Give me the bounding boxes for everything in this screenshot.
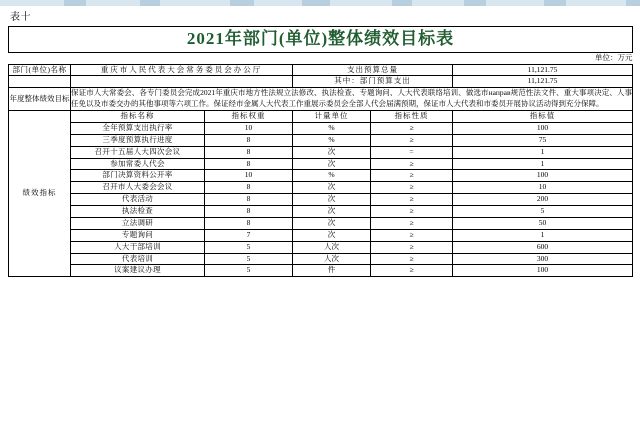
indicator-unit: % bbox=[293, 134, 371, 146]
header-indicator-direction: 指标性质 bbox=[371, 111, 453, 123]
indicator-value: 1 bbox=[453, 158, 633, 170]
indicator-name: 召开十五届人大四次会议 bbox=[71, 146, 205, 158]
dept-name-label: 部门(单位)名称 bbox=[9, 64, 71, 76]
indicator-weight: 10 bbox=[205, 122, 293, 134]
table-row bbox=[9, 122, 633, 134]
indicator-weight: 8 bbox=[205, 134, 293, 146]
indicator-unit: 次 bbox=[293, 146, 371, 158]
indicator-weight: 5 bbox=[205, 241, 293, 253]
indicator-unit: 次 bbox=[293, 206, 371, 218]
indicator-direction: ≥ bbox=[371, 229, 453, 241]
indicator-weight: 8 bbox=[205, 146, 293, 158]
indicator-name: 代表培训 bbox=[71, 253, 205, 265]
indicator-weight: 8 bbox=[205, 194, 293, 206]
indicator-name: 三季度预算执行进度 bbox=[71, 134, 205, 146]
indicator-value: 100 bbox=[453, 122, 633, 134]
total-expend-label: 支出预算总量 bbox=[293, 64, 453, 76]
table-row bbox=[9, 158, 633, 170]
indicator-name: 召开市人大委会会议 bbox=[71, 182, 205, 194]
indicator-unit: 次 bbox=[293, 217, 371, 229]
indicator-direction: = bbox=[371, 146, 453, 158]
indicator-direction: ≥ bbox=[371, 206, 453, 218]
indicator-direction: ≥ bbox=[371, 122, 453, 134]
annual-goal-label: 年度整体绩效目标 bbox=[9, 88, 71, 111]
table-row bbox=[9, 170, 633, 182]
indicator-name: 代表活动 bbox=[71, 194, 205, 206]
unit-note: 单位：万元 bbox=[595, 52, 633, 62]
indicator-unit: 人次 bbox=[293, 241, 371, 253]
indicator-direction: ≥ bbox=[371, 253, 453, 265]
performance-goal-table bbox=[8, 26, 633, 277]
indicator-name: 执法检查 bbox=[71, 206, 205, 218]
indicator-direction: ≥ bbox=[371, 194, 453, 206]
indicator-value: 10 bbox=[453, 182, 633, 194]
annual-goal-text: 保证市人大常委会、各专门委员会完成2021年重庆市地方性法规立法修改、执法检查、专题询问、人大代表联络培训、做选市направ规范性法文件、重大事项决定、人事任免以及市委交办的其他事项等六项工作。保证经市金属人大代表工作重展示委员会全部人代会届满预期，保证市人大代表和市委员开展协议活动得到充分保障。 bbox=[71, 88, 633, 111]
indicator-value: 300 bbox=[453, 253, 633, 265]
indicator-name: 人大干部培训 bbox=[71, 241, 205, 253]
table-row bbox=[9, 194, 633, 206]
indicator-value: 1 bbox=[453, 146, 633, 158]
indicator-value: 600 bbox=[453, 241, 633, 253]
indicator-unit: % bbox=[293, 170, 371, 182]
indicator-direction: ≥ bbox=[371, 217, 453, 229]
indicator-name: 专题询问 bbox=[71, 229, 205, 241]
table-row bbox=[9, 182, 633, 194]
dept-name-value-spacer bbox=[71, 76, 293, 88]
indicator-unit: 次 bbox=[293, 229, 371, 241]
table-row bbox=[9, 241, 633, 253]
indicator-weight: 8 bbox=[205, 182, 293, 194]
indicator-section-label: 绩效指标 bbox=[9, 111, 71, 277]
indicator-name: 立法调研 bbox=[71, 217, 205, 229]
indicator-unit: 次 bbox=[293, 182, 371, 194]
indicator-unit: 件 bbox=[293, 265, 371, 277]
indicator-direction: ≥ bbox=[371, 182, 453, 194]
indicator-direction: ≥ bbox=[371, 265, 453, 277]
indicator-value: 5 bbox=[453, 206, 633, 218]
of-which-value: 11,121.75 bbox=[453, 76, 633, 88]
dept-name-value: 重庆市人民代表大会常务委员会办公厅 bbox=[71, 64, 293, 76]
indicator-name: 议案建议办理 bbox=[71, 265, 205, 277]
indicator-direction: ≥ bbox=[371, 134, 453, 146]
table-row bbox=[9, 146, 633, 158]
header-indicator-name: 指标名称 bbox=[71, 111, 205, 123]
indicator-unit: 次 bbox=[293, 194, 371, 206]
indicator-weight: 5 bbox=[205, 253, 293, 265]
indicator-value: 75 bbox=[453, 134, 633, 146]
indicator-name: 部门决算资料公开率 bbox=[71, 170, 205, 182]
indicator-weight: 8 bbox=[205, 158, 293, 170]
document-body bbox=[8, 6, 632, 277]
indicator-weight: 5 bbox=[205, 265, 293, 277]
indicator-weight: 8 bbox=[205, 217, 293, 229]
indicator-unit: 次 bbox=[293, 158, 371, 170]
header-indicator-weight: 指标权重 bbox=[205, 111, 293, 123]
total-expend-value: 11,121.75 bbox=[453, 64, 633, 76]
table-row bbox=[9, 229, 633, 241]
indicator-unit: 人次 bbox=[293, 253, 371, 265]
table-row bbox=[9, 217, 633, 229]
indicator-direction: ≥ bbox=[371, 241, 453, 253]
indicator-value: 1 bbox=[453, 229, 633, 241]
indicator-weight: 10 bbox=[205, 170, 293, 182]
table-row bbox=[9, 134, 633, 146]
indicator-value: 200 bbox=[453, 194, 633, 206]
indicator-value: 100 bbox=[453, 265, 633, 277]
indicator-name: 全年预算支出执行率 bbox=[71, 122, 205, 134]
indicator-name: 参加常委人代会 bbox=[71, 158, 205, 170]
form-number: 表十 bbox=[10, 12, 31, 23]
indicator-weight: 8 bbox=[205, 206, 293, 218]
indicator-value: 50 bbox=[453, 217, 633, 229]
indicator-unit: % bbox=[293, 122, 371, 134]
table-title-cell bbox=[9, 27, 633, 53]
page-title: 2021年部门(单位)整体绩效目标表 bbox=[186, 29, 455, 48]
header-indicator-value: 指标值 bbox=[453, 111, 633, 123]
header-measure-unit: 计量单位 bbox=[293, 111, 371, 123]
indicator-direction: ≥ bbox=[371, 170, 453, 182]
table-row bbox=[9, 265, 633, 277]
of-which-label: 其中：部门预算支出 bbox=[293, 76, 453, 88]
indicator-direction: ≥ bbox=[371, 158, 453, 170]
dept-name-label-spacer bbox=[9, 76, 71, 88]
table-row bbox=[9, 253, 633, 265]
indicator-weight: 7 bbox=[205, 229, 293, 241]
table-row bbox=[9, 206, 633, 218]
indicator-value: 100 bbox=[453, 170, 633, 182]
